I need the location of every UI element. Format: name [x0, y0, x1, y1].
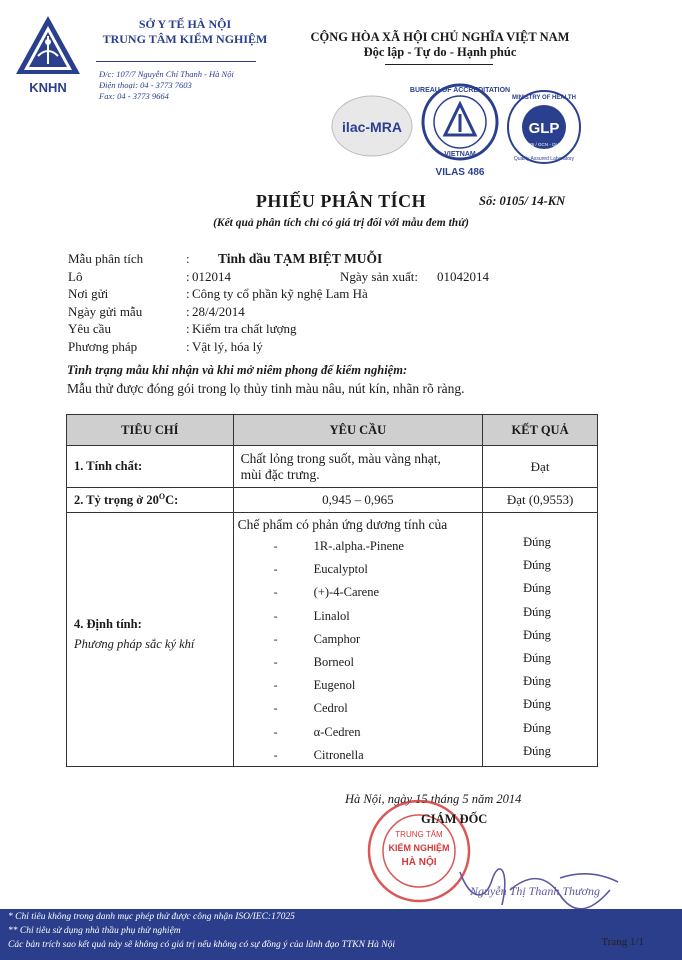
sample-value: Tinh dầu TẠM BIỆT MUỖI — [218, 251, 383, 266]
results-table — [66, 414, 598, 767]
colon: : — [186, 303, 190, 319]
bullet-dash: - — [273, 678, 278, 693]
identification-method: Phương pháp sắc ký khí — [74, 637, 195, 651]
substance-verdict: Đúng — [523, 651, 551, 665]
substance-item: Cedrol — [313, 701, 348, 716]
mfg-date-value: 01042014 — [437, 268, 489, 284]
sender-value: Công ty cổ phần kỹ nghệ Lam Hà — [192, 286, 368, 302]
svg-text:Quality Assured Laboratory: Quality Assured Laboratory — [513, 156, 575, 162]
bullet-dash: - — [273, 655, 278, 669]
svg-text:HÀ NỘI: HÀ NỘI — [401, 857, 437, 868]
sample-label: Mẫu phân tích — [68, 251, 144, 266]
lot-value: 012014 — [192, 268, 231, 284]
substance-verdict: Đúng — [523, 604, 551, 619]
boa-accreditation-seal — [409, 80, 511, 180]
requirement-identification — [233, 513, 482, 767]
criterion-identification — [67, 513, 234, 767]
criterion-properties: 1. Tính chất: — [67, 446, 234, 488]
colon: : — [186, 268, 190, 284]
colon: : — [186, 251, 190, 266]
footer-note-2: ** Chỉ tiêu sử dụng nhà thầu phụ thử nghiệm — [8, 926, 181, 936]
svg-text:ilac-MRA: ilac-MRA — [342, 119, 402, 135]
svg-text:TRUNG TÂM: TRUNG TÂM — [395, 830, 443, 839]
method-label: Phương pháp — [68, 338, 138, 354]
document-subtitle: (Kết quả phân tích chỉ có giá trị đối với mẫu đem thử) — [213, 217, 469, 229]
bullet-dash: - — [273, 562, 278, 577]
nation-motto: Độc lập - Tự do - Hạnh phúc — [363, 45, 517, 59]
org-line-2: TRUNG TÂM KIỂM NGHIỆM — [102, 32, 268, 46]
bullet-dash: - — [273, 701, 278, 716]
substance-item: Borneol — [313, 655, 354, 669]
organization-name — [90, 17, 280, 47]
result-identification — [483, 513, 598, 767]
substance-verdict: Đúng — [523, 720, 551, 735]
org-address: Đ/c: 107/7 Nguyễn Chí Thanh - Hà Nội — [99, 69, 234, 79]
criterion-density: 2. Tỷ trọng ở $20^OC$: — [67, 488, 234, 513]
org-phone: Điện thoại: 04 - 3773 7603 — [99, 80, 192, 90]
org-contact — [99, 69, 234, 102]
table-row — [67, 488, 598, 513]
colon: : — [186, 321, 190, 337]
ilac-mra-seal — [327, 91, 417, 161]
requirement-line: mùi đặc trưng. — [240, 466, 320, 482]
identification-intro: Chế phẩm có phản ứng dương tính của — [237, 517, 448, 532]
table-header-row — [67, 415, 598, 446]
knhn-logo — [12, 12, 84, 102]
logo-text: KNHN — [29, 80, 67, 95]
request-value: Kiểm tra chất lượng — [192, 321, 297, 337]
director-title: GIÁM ĐỐC — [421, 812, 488, 826]
sender-label: Nơi gửi — [68, 286, 109, 302]
requirement-properties — [233, 446, 482, 488]
footer-note-1: * Chỉ tiêu không trong danh mục phép thử được công nhận ISO/IEC:17025 — [8, 912, 295, 922]
bullet-dash: - — [273, 608, 278, 623]
request-label: Yêu cầu — [68, 321, 111, 337]
substance-item: Eucalyptol — [313, 562, 368, 577]
national-motto — [290, 30, 590, 60]
table-row — [67, 446, 598, 488]
motto-underline — [385, 64, 493, 65]
substance-verdict: Đúng — [523, 674, 551, 689]
bullet-dash: - — [273, 747, 278, 762]
org-line-1: SỞ Y TẾ HÀ NỘI — [138, 17, 232, 31]
mfg-date-label: Ngày sản xuất: — [340, 268, 418, 284]
svg-text:KIỂM NGHIỆM: KIỂM NGHIỆM — [388, 843, 450, 853]
header-result: KẾT QUẢ — [483, 415, 598, 446]
org-divider — [96, 61, 256, 62]
substance-item: Eugenol — [313, 678, 356, 693]
identification-label: 4. Định tính: — [74, 617, 142, 631]
result-properties: Đạt — [483, 446, 598, 488]
method-value: Vật lý, hóa lý — [192, 338, 263, 354]
document-number: Số: 0105/ 14-KN — [479, 194, 566, 208]
sample-condition-text: Mẫu thử được đóng gói trong lọ thủy tinh màu nâu, nút kín, nhãn rõ ràng. — [67, 381, 465, 396]
footer-notes — [0, 909, 682, 960]
substance-verdict: Đúng — [523, 535, 551, 549]
colon: : — [186, 338, 190, 354]
svg-text:GLP: GLP — [528, 120, 560, 137]
substance-item: α-Cedren — [313, 724, 361, 739]
colon: : — [186, 286, 190, 302]
sample-condition-title: Tình trạng mẫu khi nhận và khi mở niêm phong để kiểm nghiệm: — [67, 363, 408, 377]
substance-verdict: Đúng — [523, 627, 551, 642]
header-criteria: TIÊU CHÍ — [67, 415, 234, 446]
substance-item: (+)-4-Carene — [313, 585, 380, 600]
table-row — [67, 513, 598, 767]
bullet-dash: - — [273, 631, 278, 646]
footer-note-3: Các bản trích sao kết quả này sẽ không có giá trị nếu không có sự đồng ý của lãnh đạo TTKN Hà Nội — [8, 940, 395, 950]
page-number: Trang 1/1 — [601, 936, 644, 948]
requirement-line: Chất lỏng trong suốt, màu vàng nhạt, — [240, 450, 441, 466]
bullet-dash: - — [273, 585, 278, 600]
result-density: Đạt (0,9553) — [483, 488, 598, 513]
substance-item: Linalol — [313, 608, 350, 623]
vilas-number: VILAS 486 — [435, 167, 485, 178]
requirement-density: 0,945 – 0,965 — [233, 488, 482, 513]
substance-verdict: Đúng — [523, 697, 551, 712]
svg-text:Nguyễn Thị Thanh Thương: Nguyễn Thị Thanh Thương — [470, 884, 600, 898]
bullet-dash: - — [273, 724, 278, 739]
substance-item: 1R-.alpha.-Pinene — [313, 539, 404, 553]
date-value: 28/4/2014 — [192, 303, 245, 319]
glp-seal — [505, 88, 583, 166]
substance-verdict: Đúng — [523, 743, 551, 758]
header-requirement: YÊU CẦU — [233, 415, 482, 446]
date-label: Ngày gửi mẫu — [68, 303, 143, 319]
svg-text:236 / GCN - QLD: 236 / GCN - QLD — [526, 142, 562, 147]
substance-item: Citronella — [313, 747, 364, 762]
org-fax: Fax: 04 - 3773 9664 — [99, 91, 169, 101]
document-title: PHIẾU PHÂN TÍCH — [255, 191, 427, 211]
bullet-dash: - — [273, 539, 278, 553]
svg-text:BUREAU OF ACCREDITATION: BUREAU OF ACCREDITATION — [409, 87, 511, 94]
substance-verdict: Đúng — [523, 558, 551, 573]
nation-name: CỘNG HÒA XÃ HỘI CHỦ NGHĨA VIỆT NAM — [310, 30, 570, 44]
place-and-date: Hà Nội, ngày 15 tháng 5 năm 2014 — [345, 792, 522, 806]
lot-label: Lô — [68, 268, 83, 284]
substance-item: Camphor — [313, 631, 361, 646]
svg-text:VIETNAM: VIETNAM — [444, 151, 476, 158]
substance-verdict: Đúng — [523, 581, 551, 596]
svg-text:MINISTRY OF HEALTH: MINISTRY OF HEALTH — [512, 95, 576, 101]
